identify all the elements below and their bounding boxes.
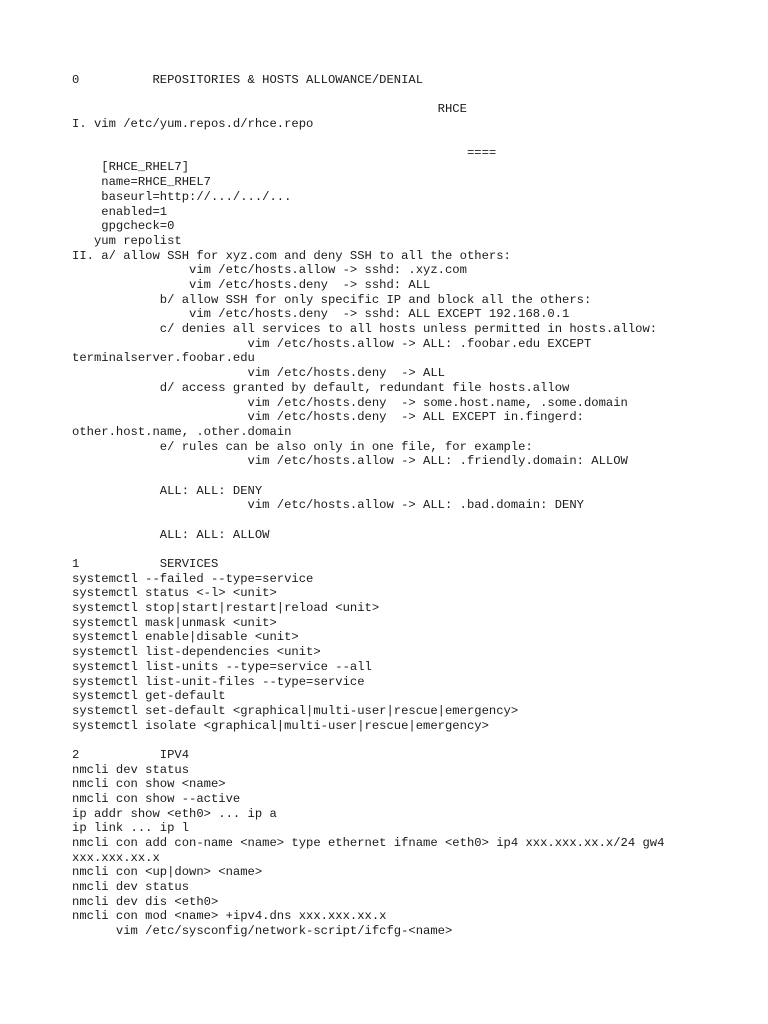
- network-command-line: ip addr show <eth0> ... ip a: [72, 807, 277, 821]
- services-command-line: systemctl get-default: [72, 689, 226, 703]
- hosts-rule-line: ALL: ALL: DENY: [72, 484, 263, 498]
- hosts-rule-line: vim /etc/hosts.deny -> ALL EXCEPT in.fingerd:: [72, 410, 584, 424]
- network-command-line: nmcli con show <name>: [72, 777, 226, 791]
- section-2-heading: 2 IPV4: [72, 748, 190, 762]
- hosts-rule-line: vim /etc/hosts.deny -> sshd: ALL: [72, 278, 431, 292]
- services-command-line: systemctl --failed --type=service: [72, 572, 314, 586]
- hosts-rule-line: vim /etc/hosts.deny -> sshd: ALL EXCEPT 192.168.0.1: [72, 307, 570, 321]
- network-command-line: ip link ... ip l: [72, 821, 190, 835]
- hosts-rule-line: vim /etc/hosts.allow -> ALL: .foobar.edu EXCEPT: [72, 337, 592, 351]
- hosts-substep-heading: b/ allow SSH for only specific IP and block all the others:: [72, 293, 592, 307]
- services-command-line: systemctl stop|start|restart|reload <unit>: [72, 601, 380, 615]
- services-command-line: systemctl isolate <graphical|multi-user|rescue|emergency>: [72, 719, 489, 733]
- services-command-line: systemctl set-default <graphical|multi-user|rescue|emergency>: [72, 704, 519, 718]
- hosts-rule-line: vim /etc/hosts.deny -> ALL: [72, 366, 445, 380]
- network-command-line: vim /etc/sysconfig/network-script/ifcfg-<name>: [72, 924, 453, 938]
- hosts-rule-continuation: terminalserver.foobar.edu: [72, 351, 255, 365]
- hosts-rule-line: vim /etc/hosts.deny -> some.host.name, .some.domain: [72, 396, 628, 410]
- hosts-substep-heading: c/ denies all services to all hosts unless permitted in hosts.allow:: [72, 322, 658, 336]
- network-command-line: nmcli con add con-name <name> type ethernet ifname <eth0> ip4 xxx.xxx.xx.x/24 gw4: [72, 836, 665, 850]
- network-command-line: nmcli dev status: [72, 763, 190, 777]
- hosts-step-heading: II. a/ allow SSH for xyz.com and deny SSH to all the others:: [72, 249, 511, 263]
- repo-config-line: enabled=1: [72, 205, 168, 219]
- network-command-line: nmcli con mod <name> +ipv4.dns xxx.xxx.xx.x: [72, 909, 387, 923]
- section-0-heading: 0 REPOSITORIES & HOSTS ALLOWANCE/DENIAL: [72, 73, 424, 87]
- repo-command-line: yum repolist: [72, 234, 182, 248]
- network-command-line: nmcli dev status: [72, 880, 190, 894]
- hosts-rule-line: vim /etc/hosts.allow -> ALL: .bad.domain: DENY: [72, 498, 584, 512]
- network-command-line: nmcli con show --active: [72, 792, 241, 806]
- hosts-rule-line: vim /etc/hosts.allow -> sshd: .xyz.com: [72, 263, 467, 277]
- repo-config-line: baseurl=http://.../.../...: [72, 190, 292, 204]
- network-command-line: nmcli con <up|down> <name>: [72, 865, 263, 879]
- services-command-line: systemctl list-unit-files --type=service: [72, 675, 365, 689]
- services-command-line: systemctl list-units --type=service --all: [72, 660, 372, 674]
- services-command-line: systemctl status <-l> <unit>: [72, 586, 277, 600]
- hosts-rule-continuation: other.host.name, .other.domain: [72, 425, 292, 439]
- section-1-heading: 1 SERVICES: [72, 557, 219, 571]
- separator-marker: ====: [72, 146, 497, 160]
- repo-step-heading: I. vim /etc/yum.repos.d/rhce.repo: [72, 117, 314, 131]
- rhce-label: RHCE: [72, 102, 467, 116]
- repo-config-line: name=RHCE_RHEL7: [72, 175, 211, 189]
- services-command-line: systemctl enable|disable <unit>: [72, 630, 299, 644]
- hosts-substep-heading: e/ rules can be also only in one file, for example:: [72, 440, 533, 454]
- services-command-line: systemctl mask|unmask <unit>: [72, 616, 277, 630]
- network-command-continuation: xxx.xxx.xx.x: [72, 851, 160, 865]
- hosts-substep-heading: d/ access granted by default, redundant file hosts.allow: [72, 381, 570, 395]
- services-command-line: systemctl list-dependencies <unit>: [72, 645, 321, 659]
- repo-config-line: [RHCE_RHEL7]: [72, 160, 190, 174]
- network-command-line: nmcli dev dis <eth0>: [72, 895, 219, 909]
- hosts-rule-line: vim /etc/hosts.allow -> ALL: .friendly.domain: ALLOW: [72, 454, 628, 468]
- hosts-rule-line: ALL: ALL: ALLOW: [72, 528, 270, 542]
- repo-config-line: gpgcheck=0: [72, 219, 175, 233]
